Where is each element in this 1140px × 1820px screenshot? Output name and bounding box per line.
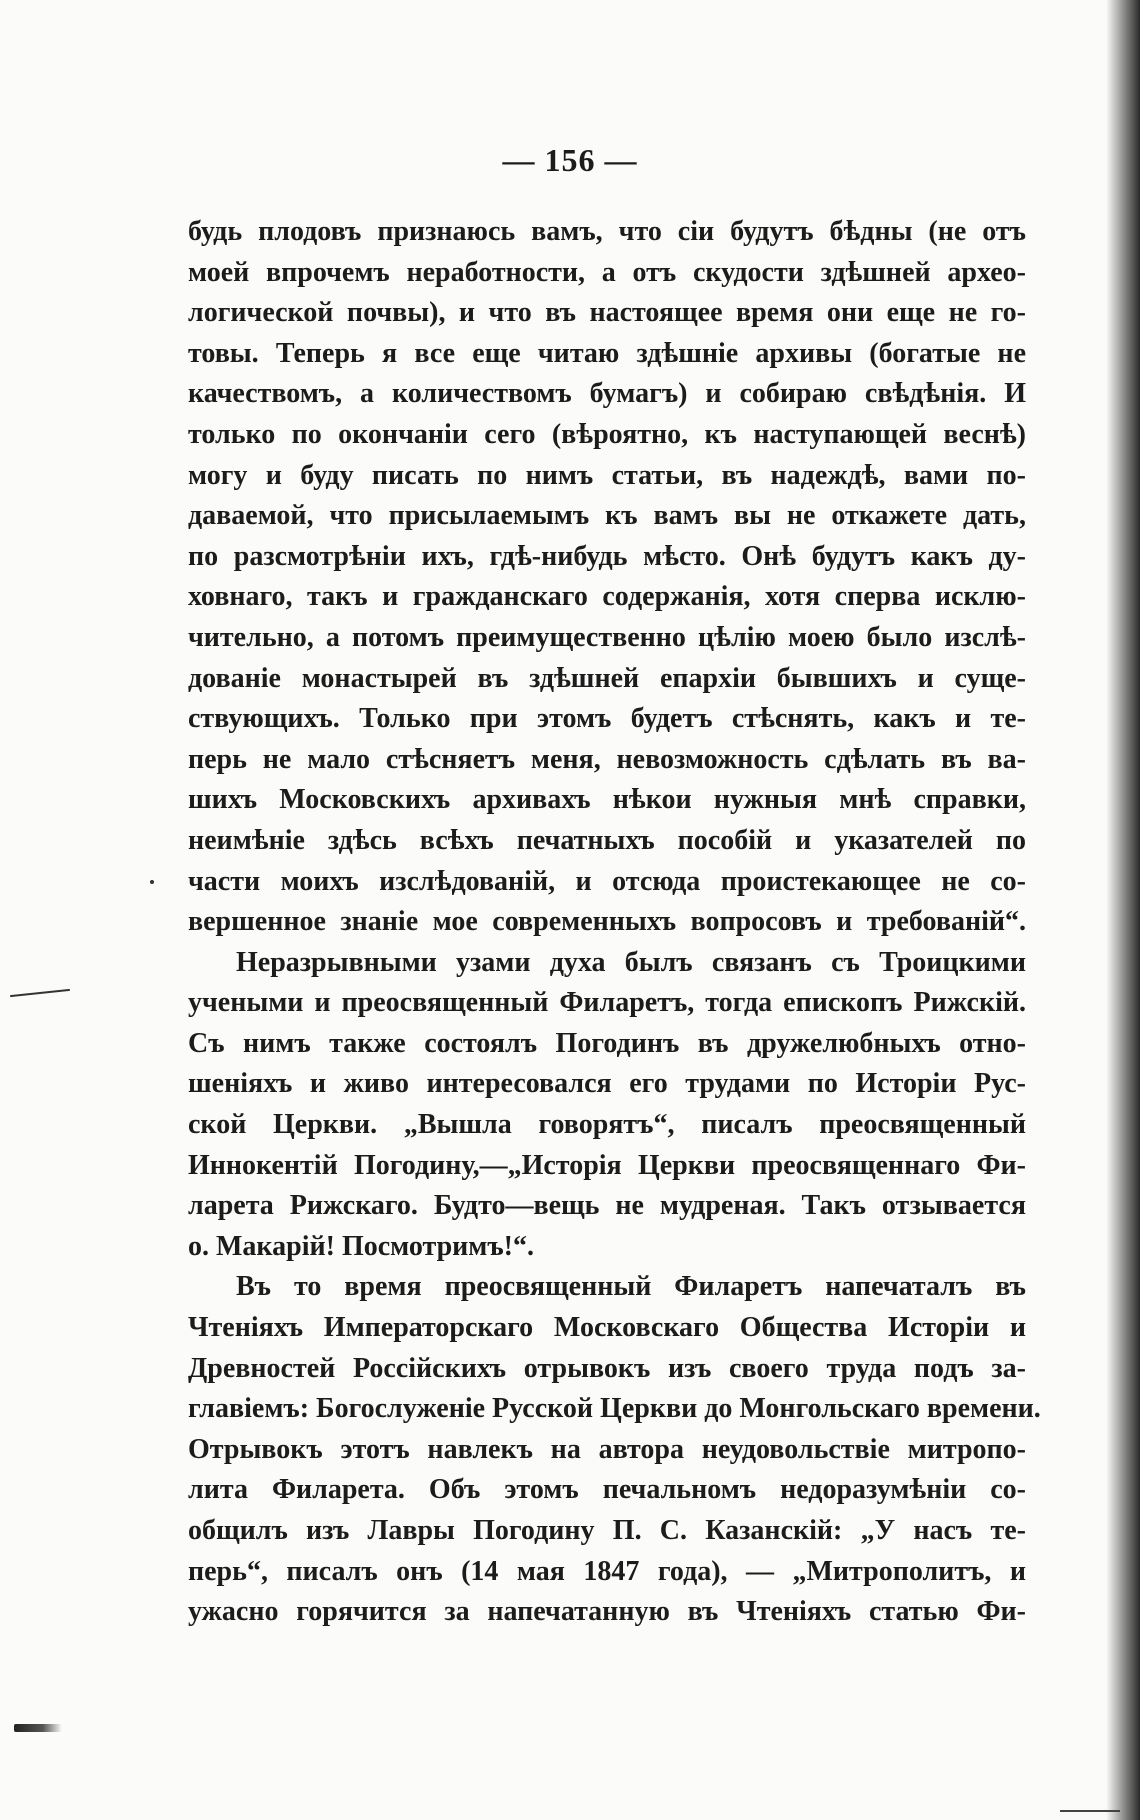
text-line: ларета Рижскаго. Будто—вещь не мудреная. Такъ отзывается — [188, 1190, 1026, 1222]
text-line: лита Филарета. Объ этомъ печальномъ недоразумѣніи со- — [188, 1474, 1026, 1506]
text-line: Чтеніяхъ Императорскаго Московскаго Общества Исторіи и — [188, 1312, 1026, 1344]
text-line: логической почвы), и что въ настоящее время они еще не го- — [188, 297, 1026, 329]
text-line: вершенное знаніе мое современныхъ вопросовъ и требованій“. — [188, 906, 1026, 938]
text-line: будь плодовъ признаюсь вамъ, что сіи будутъ бѣдны (не отъ — [188, 216, 1026, 247]
text-line: перь“, писалъ онъ (14 мая 1847 года), — „Митрополитъ, и — [188, 1555, 1026, 1587]
text-line: чительно, а потомъ преимущественно цѣлію моею было изслѣ- — [188, 621, 1026, 653]
text-line: неимѣніе здѣсь всѣхъ печатныхъ пособій и указателей по — [188, 824, 1026, 856]
text-line: ужасно горячится за напечатанную въ Чтеніяхъ статью Фи- — [188, 1596, 1026, 1628]
page-body-text — [188, 212, 1041, 1633]
text-line: общилъ изъ Лавры Погодину П. С. Казанскій: „У насъ те- — [188, 1515, 1026, 1546]
text-line: Въ то время преосвященный Филаретъ напечаталъ въ — [236, 1271, 1026, 1303]
scan-corner-mark — [14, 1724, 62, 1732]
text-line: дованіе монастырей въ здѣшней епархіи бывшихъ и суще- — [188, 662, 1026, 694]
margin-pencil-mark — [10, 989, 70, 997]
page-edge-shadow — [1106, 0, 1140, 1820]
text-line: Иннокентій Погодину,—„Исторія Церкви преосвященнаго Фи- — [188, 1149, 1026, 1181]
text-line: моей впрочемъ неработности, а отъ скудости здѣшней архео- — [188, 256, 1026, 288]
text-line: перь не мало стѣсняетъ меня, невозможность сдѣлать въ ва- — [188, 743, 1026, 775]
text-line: учеными и преосвященный Филаретъ, тогда епископъ Рижскій. — [188, 987, 1026, 1019]
text-line: главіемъ: Богослуженіе Русской Церкви до Монгольскаго времени. — [188, 1393, 1041, 1425]
text-line: ствующихъ. Только при этомъ будетъ стѣснять, какъ и те- — [188, 703, 1026, 735]
text-line: только по окончаніи сего (вѣроятно, къ наступающей веснѣ) — [188, 418, 1026, 450]
text-line: части моихъ изслѣдованій, и отсюда проистекающее не со- — [188, 865, 1026, 897]
text-line: о. Макарій! Посмотримъ!“. — [188, 1230, 535, 1262]
text-line: товы. Теперь я все еще читаю здѣшніе архивы (богатые не — [188, 337, 1026, 369]
scan-edge-mark — [1060, 1810, 1120, 1812]
text-line: качествомъ, а количествомъ бумагъ) и собираю свѣдѣнія. И — [188, 378, 1026, 410]
text-line: могу и буду писать по нимъ статьи, въ надеждѣ, вами по- — [188, 459, 1026, 491]
text-line: даваемой, что присылаемымъ къ вамъ вы не откажете дать, — [188, 500, 1026, 532]
text-line: ской Церкви. „Вышла говорятъ“, писалъ преосвященный — [188, 1109, 1026, 1141]
text-line: Отрывокъ этотъ навлекъ на автора неудовольствіе митропо- — [188, 1433, 1026, 1465]
text-line: по разсмотрѣніи ихъ, гдѣ-нибудь мѣсто. Онѣ будутъ какъ ду- — [188, 540, 1026, 572]
text-line: Неразрывными узами духа былъ связанъ съ Троицкими — [236, 946, 1026, 978]
page-number: — 156 — — [502, 142, 638, 178]
text-line: ховнаго, такъ и гражданскаго содержанія, хотя сперва исклю- — [188, 581, 1026, 613]
text-line: Древностей Россійскихъ отрывокъ изъ своего труда подъ за- — [188, 1352, 1026, 1384]
text-line: шеніяхъ и живо интересовался его трудами по Исторіи Рус- — [188, 1068, 1026, 1100]
text-line: Съ нимъ также состоялъ Погодинъ въ дружелюбныхъ отно- — [188, 1027, 1026, 1059]
text-line: шихъ Московскихъ архивахъ нѣкои нужныя мнѣ справки, — [188, 784, 1026, 816]
margin-dot — [150, 880, 154, 884]
